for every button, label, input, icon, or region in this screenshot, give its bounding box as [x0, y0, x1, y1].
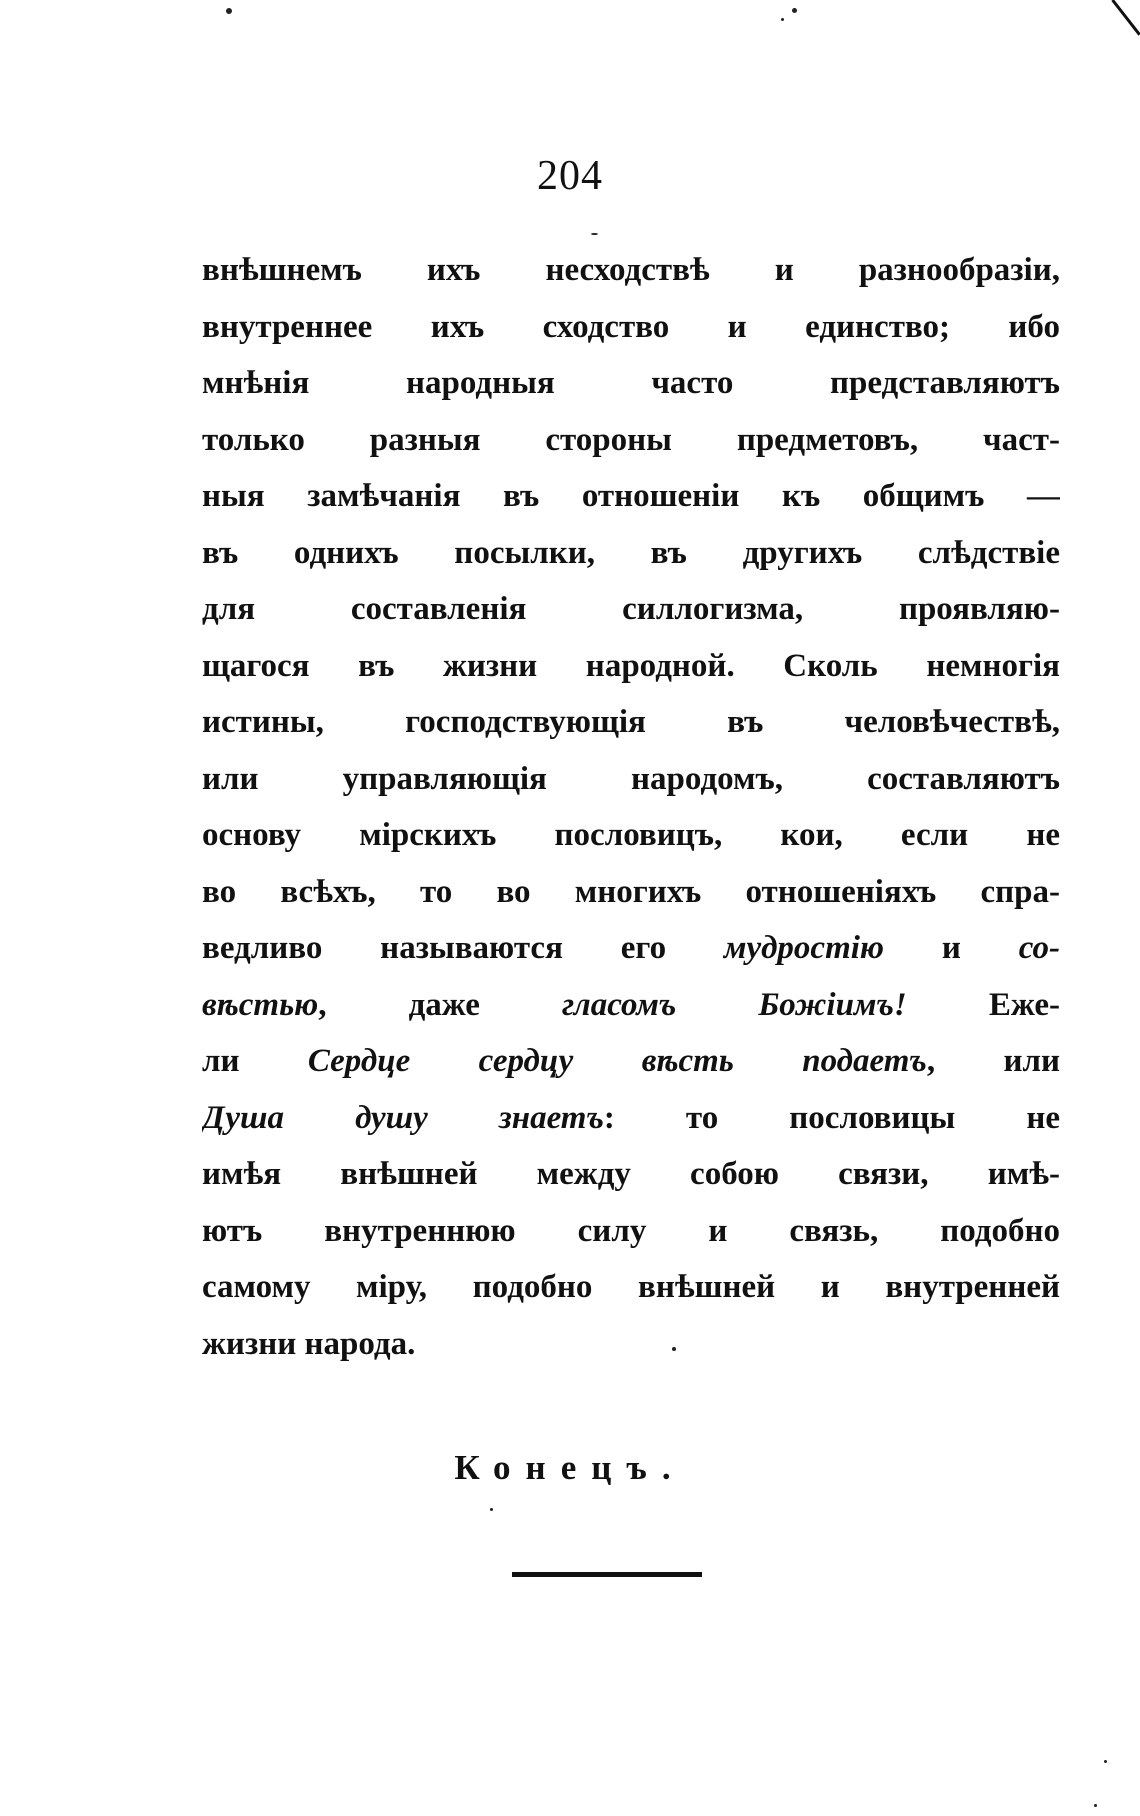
italic-text: гласомъ Божіимъ! [562, 986, 907, 1023]
text-line [202, 920, 1060, 977]
text-line [202, 638, 1060, 695]
print-speck [792, 8, 797, 13]
print-speck [591, 233, 598, 235]
print-speck [781, 18, 784, 21]
text-span: для составленія силлогизма, проявляю- [202, 591, 1060, 627]
text-line [202, 581, 1060, 638]
text-span: основу мірскихъ пословицъ, кои, если не [202, 817, 1060, 853]
italic-text: вѣстью [202, 986, 319, 1023]
text-line [202, 1203, 1060, 1260]
text-span: внѣшнемъ ихъ несходствѣ и разнообразіи, [202, 252, 1060, 288]
text-line [202, 751, 1060, 808]
text-span: ютъ внутреннюю силу и связь, подобно [202, 1212, 1060, 1249]
text-line [202, 977, 1060, 1034]
body-text [202, 242, 1060, 1372]
text-line [202, 468, 1060, 525]
text-line [202, 355, 1060, 412]
end-rule [512, 1572, 702, 1577]
print-speck [1094, 1804, 1097, 1807]
text-span: и [884, 930, 1019, 966]
text-span: жизни народа. [202, 1325, 416, 1362]
print-speck [226, 8, 232, 14]
text-span: , даже [318, 986, 563, 1023]
text-span: имѣя внѣшней между собою связи, имѣ- [202, 1156, 1060, 1192]
text-span: ныя замѣчанія въ отношеніи къ общимъ — [202, 478, 1060, 514]
text-span: во всѣхъ, то во многихъ отношеніяхъ спра- [202, 873, 1060, 910]
page-edge-mark [1111, 0, 1140, 36]
text-line [202, 1090, 1060, 1147]
italic-text: Душа душу знаетъ [202, 1099, 604, 1136]
text-span: мнѣнія народныя часто представляютъ [202, 365, 1060, 401]
text-line [202, 242, 1060, 299]
text-span: внутреннее ихъ сходство и единство; ибо [202, 308, 1060, 345]
text-line [202, 299, 1060, 356]
print-speck [490, 1508, 493, 1511]
print-speck [1104, 1760, 1107, 1763]
end-word: Конецъ. [454, 1448, 686, 1487]
text-span: истины, господствующія въ человѣчествѣ, [202, 704, 1060, 740]
text-span: самому міру, подобно внѣшней и внутренней [202, 1269, 1060, 1305]
text-line [202, 525, 1060, 582]
text-line [202, 1316, 1060, 1373]
text-line [202, 1146, 1060, 1203]
page-number: 204 [537, 153, 603, 199]
text-line [202, 864, 1060, 921]
text-span: ведливо называются его [202, 930, 724, 966]
text-span: : то пословицы не [603, 1099, 1060, 1136]
text-span: или управляющія народомъ, составляютъ [202, 760, 1060, 797]
text-span: въ однихъ посылки, въ другихъ слѣдствіе [202, 534, 1060, 571]
text-span: щагося въ жизни народной. Сколь немногія [202, 647, 1060, 684]
text-line [202, 1033, 1060, 1090]
italic-text: Сердце сердцу вѣсть подаетъ [307, 1043, 927, 1079]
text-line [202, 412, 1060, 469]
italic-text: со- [1018, 930, 1060, 966]
text-span: , или [926, 1043, 1060, 1079]
text-span: Еже- [906, 986, 1060, 1023]
text-line [202, 694, 1060, 751]
italic-text: мудростію [723, 930, 885, 966]
text-span: ли [202, 1043, 308, 1079]
text-line [202, 1259, 1060, 1316]
text-span: только разныя стороны предметовъ, част- [202, 421, 1060, 458]
text-line [202, 807, 1060, 864]
